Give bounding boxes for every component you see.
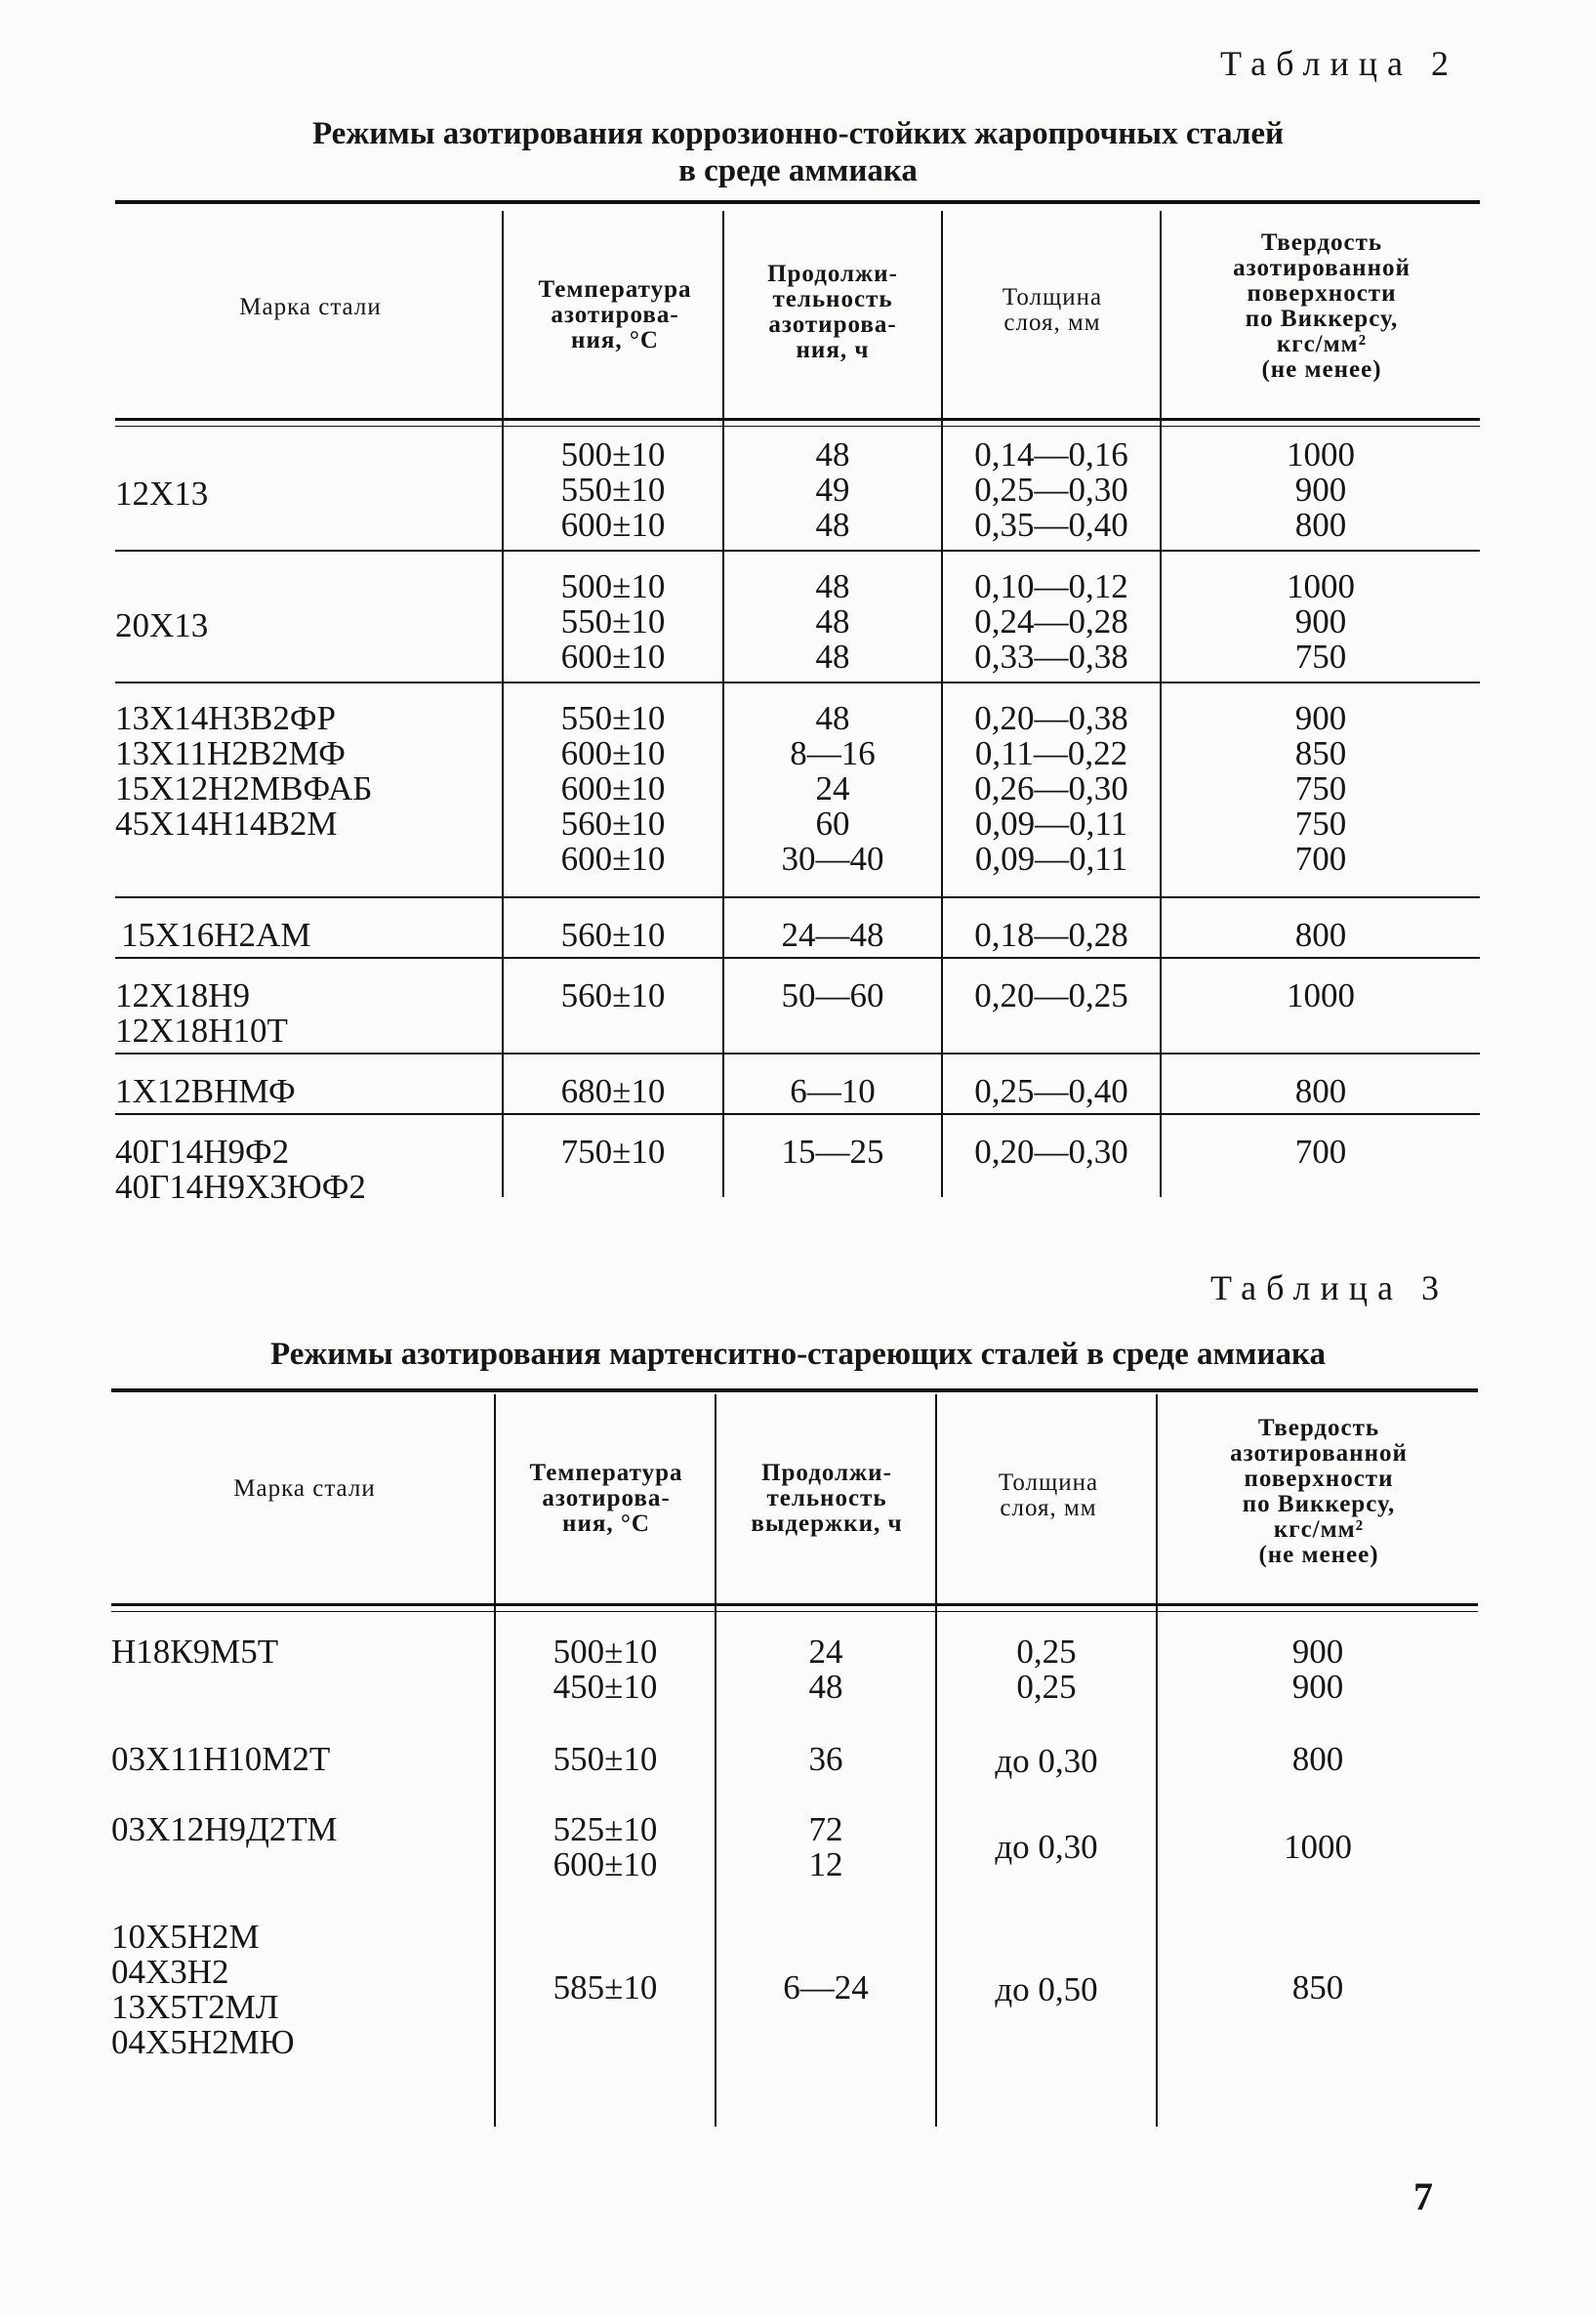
table3-thickness: до 0,30 [995, 1742, 1098, 1780]
table2-row-rule [115, 550, 1480, 552]
table3-title: Режимы азотирования мартенситно-стареющих сталей в среде аммиака [270, 1337, 1326, 1372]
table3-duration: 24 48 [808, 1633, 843, 1706]
table2-header-thickness: Толщина слоя, мм [1002, 284, 1103, 336]
table2-temp: 500±10 550±10 600±10 [560, 567, 666, 676]
table3-temp: 550±10 [552, 1740, 658, 1778]
table3-thickness: до 0,50 [995, 1970, 1098, 2008]
table2-duration: 24—48 [781, 916, 884, 954]
table2-thickness: 0,10—0,12 0,24—0,28 0,33—0,38 [974, 567, 1128, 676]
table2-steel: 40Г14Н9Ф2 40Г14Н9Х3ЮФ2 [115, 1133, 366, 1206]
table2-temp: 560±10 [560, 976, 666, 1014]
table2-temp: 750±10 [560, 1133, 666, 1171]
table2-header-rule [115, 418, 1480, 421]
table3-duration: 72 12 [808, 1810, 843, 1883]
table2-header-hardness: Твердость азотированной поверхности по Виккерсу, кгс/мм² (не менее) [1233, 229, 1411, 383]
table3-header-hardness: Твердость азотированной поверхности по Виккерсу, кгс/мм² (не менее) [1230, 1415, 1408, 1568]
table2-temp: 560±10 [560, 916, 666, 954]
table2-label: Таблица 2 [1220, 44, 1458, 83]
table3-header-duration: Продолжи- тельность выдержки, ч [751, 1460, 903, 1537]
table3-thickness: до 0,30 [995, 1828, 1098, 1866]
table2-steel: 12Х18Н9 12Х18Н10Т [115, 976, 288, 1050]
table2-title [0, 115, 1596, 189]
table2-hardness: 800 [1294, 916, 1347, 954]
table2-steel: 13Х14Н3В2ФР 13Х11Н2В2МФ 15Х12Н2МВФАБ 45Х14Н14В2М [115, 699, 373, 843]
table2-duration: 48 48 48 [815, 567, 850, 676]
table3-header-rule-thin [111, 1611, 1478, 1612]
table2-hardness: 1000 900 800 [1287, 435, 1355, 544]
table3-header-temp: Температура азотирова- ния, °С [529, 1460, 683, 1537]
table2-steel: 1Х12ВНМФ [115, 1072, 296, 1110]
table2-header-steel: Марка стали [239, 294, 382, 320]
table3-steel: 03Х12Н9Д2ТМ [111, 1810, 338, 1848]
table2-hardness: 1000 900 750 [1287, 567, 1355, 676]
table2-title-line2: в среде аммиака [678, 153, 918, 188]
table2-hardness: 700 [1294, 1133, 1347, 1171]
table2-duration: 48 8—16 24 60 30—40 [781, 699, 884, 878]
table2-duration: 48 49 48 [815, 435, 850, 544]
table2-temp: 550±10 600±10 600±10 560±10 600±10 [560, 699, 666, 878]
table2-top-rule [115, 200, 1480, 204]
table2-header-duration: Продолжи- тельность азотирова- ния, ч [767, 261, 898, 363]
table2-header-temp: Температура азотирова- ния, °С [538, 276, 692, 353]
table3-steel: 03Х11Н10М2Т [111, 1740, 331, 1778]
table2-steel: 12Х13 [115, 475, 209, 513]
table2-row-rule [115, 682, 1480, 683]
table2-row-rule [115, 1113, 1480, 1115]
table2-hardness: 1000 [1287, 976, 1355, 1014]
table3-top-rule [111, 1388, 1478, 1392]
table3-label: Таблица 3 [1210, 1268, 1449, 1307]
table2-row-rule [115, 1053, 1480, 1055]
table2-duration: 50—60 [781, 976, 884, 1014]
table2-hardness: 800 [1294, 1072, 1347, 1110]
table2-header-rule-thin [115, 426, 1480, 427]
table2-temp: 500±10 550±10 600±10 [560, 435, 666, 544]
table2-thickness: 0,20—0,30 [974, 1133, 1128, 1171]
table2-temp: 680±10 [560, 1072, 666, 1110]
table3-temp: 500±10 450±10 [552, 1633, 658, 1706]
table3-duration: 36 [808, 1740, 843, 1778]
table3-header-rule [111, 1603, 1478, 1606]
table3-hardness: 800 [1291, 1740, 1344, 1778]
table2-duration: 6—10 [790, 1072, 876, 1110]
table2-thickness: 0,14—0,16 0,25—0,30 0,35—0,40 [974, 435, 1128, 544]
table3-duration: 6—24 [783, 1968, 869, 2006]
table2-thickness: 0,20—0,25 [974, 976, 1128, 1014]
table2-row-rule [115, 896, 1480, 898]
table3-header-thickness: Толщина слоя, мм [998, 1469, 1099, 1521]
table3-temp: 525±10 600±10 [552, 1810, 658, 1883]
table3-steel: 10Х5Н2М 04Х3Н2 13Х5Т2МЛ 04Х5Н2МЮ [111, 1918, 295, 2061]
table3-steel: Н18К9М5Т [111, 1633, 279, 1671]
table2-hardness: 900 850 750 750 700 [1294, 699, 1347, 878]
table2-thickness: 0,20—0,38 0,11—0,22 0,26—0,30 0,09—0,11 0,09—0,11 [974, 699, 1128, 878]
table2-steel: 15Х16Н2АМ [121, 916, 311, 954]
table3-hardness: 900 900 [1291, 1633, 1344, 1706]
table3-hardness: 850 [1291, 1968, 1344, 2006]
table3-thickness: 0,25 0,25 [1016, 1633, 1077, 1706]
table2-duration: 15—25 [781, 1133, 884, 1171]
page-number: 7 [1413, 2174, 1433, 2218]
table3-header-steel: Марка стали [233, 1475, 376, 1502]
table2-title-line1: Режимы азотирования коррозионно-стойких жаропрочных сталей [311, 116, 1285, 151]
table3-temp: 585±10 [552, 1968, 658, 2006]
table2-steel: 20Х13 [115, 606, 209, 644]
table2-thickness: 0,18—0,28 [974, 916, 1128, 954]
table2-thickness: 0,25—0,40 [974, 1072, 1128, 1110]
table2-row-rule [115, 957, 1480, 959]
table3-hardness: 1000 [1284, 1828, 1352, 1866]
